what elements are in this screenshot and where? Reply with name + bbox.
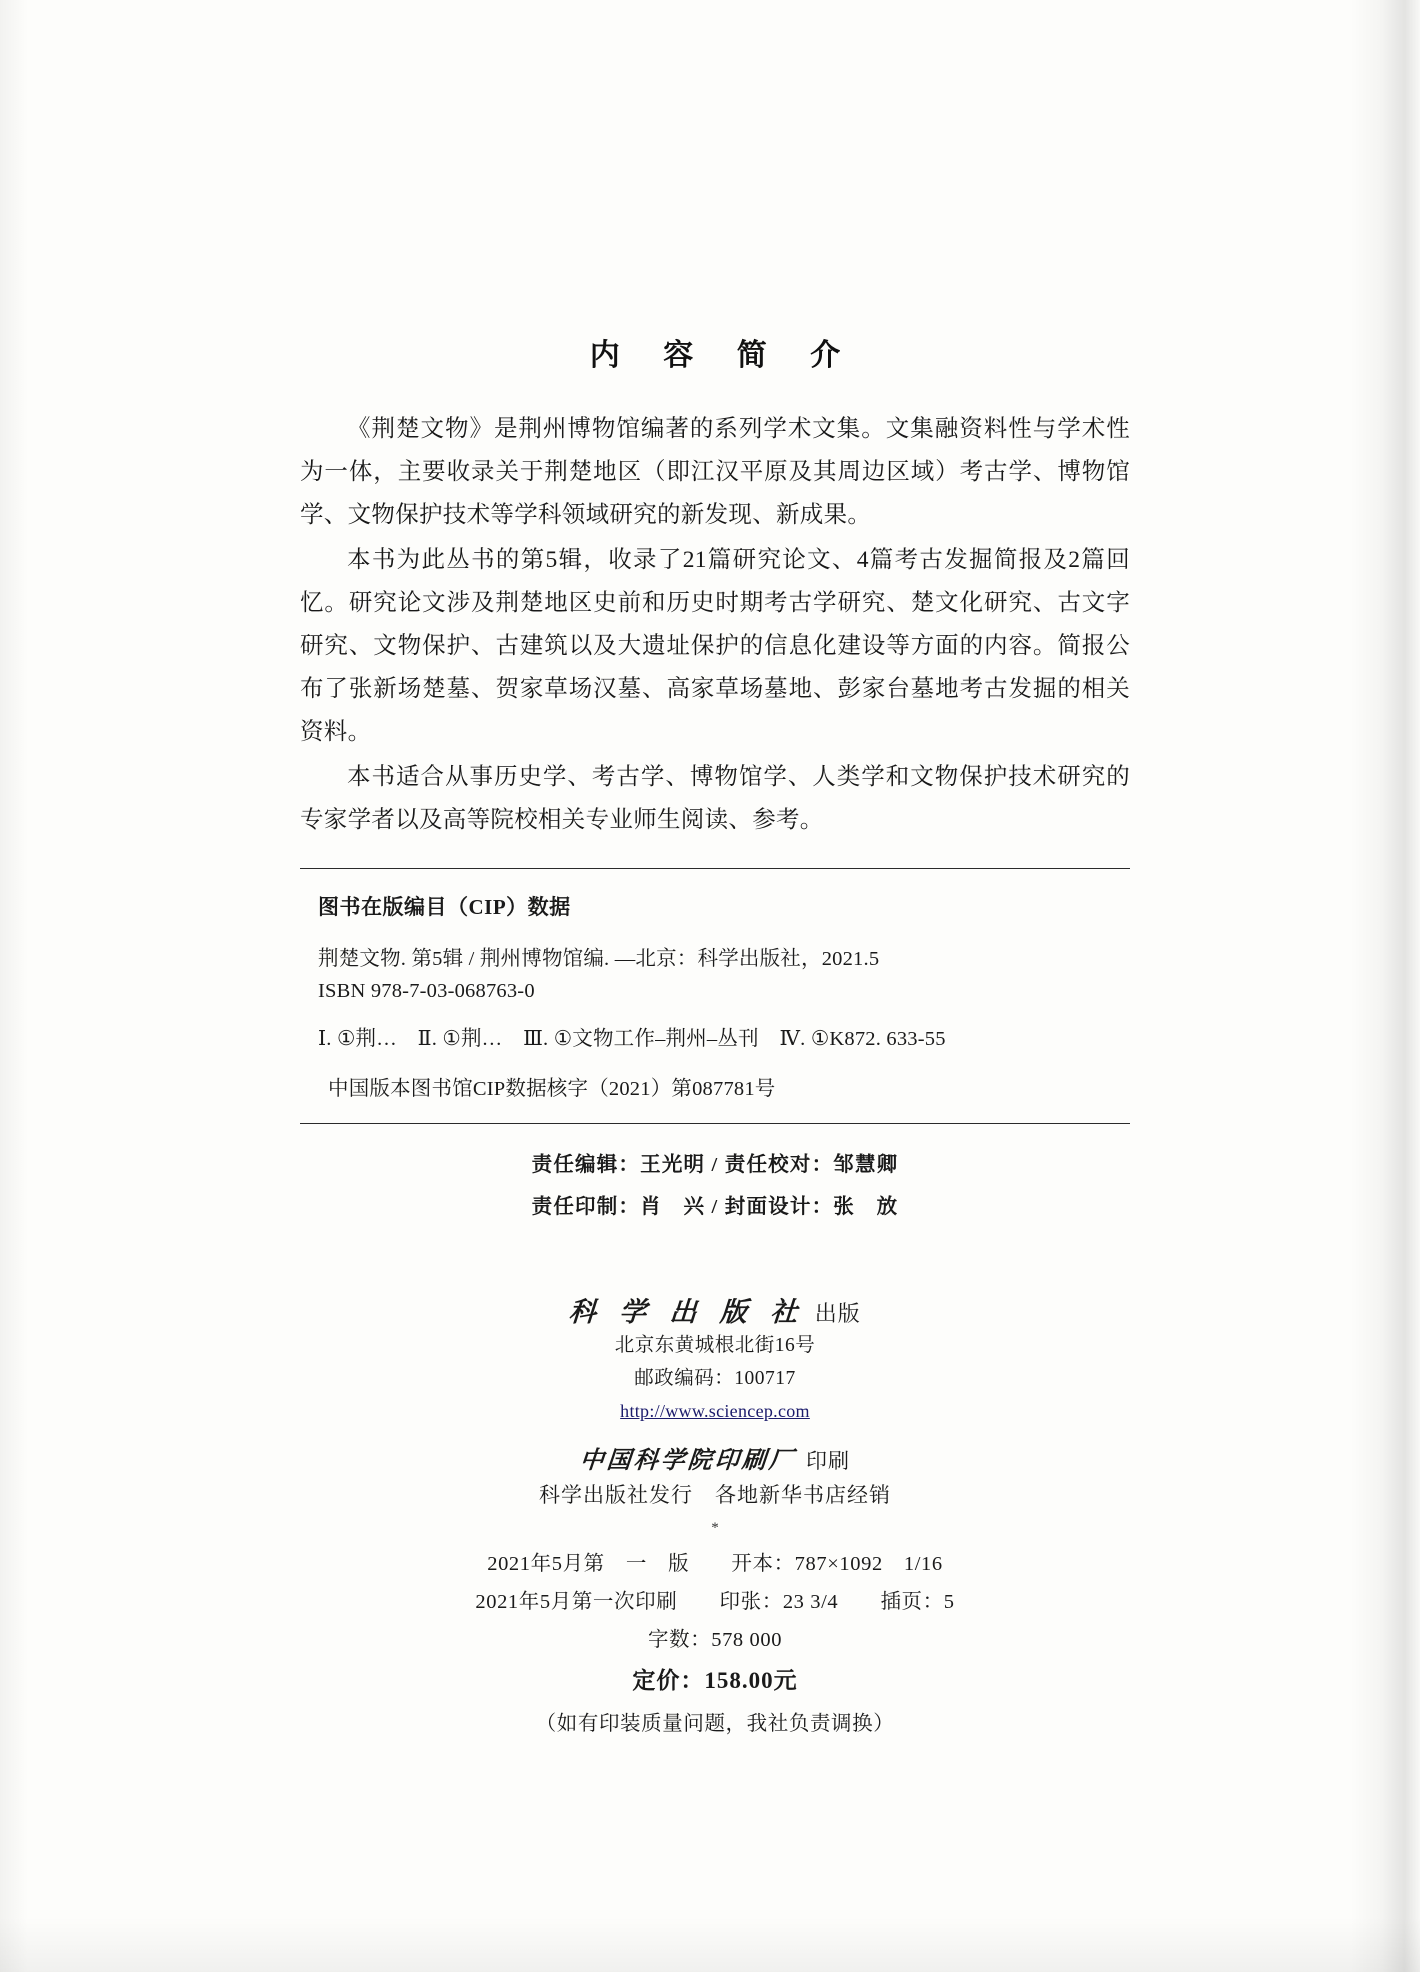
science-press-logo: 科 学 出 版 社 [567,1297,806,1328]
brief-paragraph-2: 本书为此丛书的第5辑，收录了21篇研究论文、4篇考古发掘简报及2篇回忆。研究论文涉及荆楚地区史前和历史时期考古学研究、楚文化研究、古文字研究、文物保护、古建筑以及大遗址保护的信息化建设等方面的内容。简报公布了张新场楚墓、贺家草场汉墓、高家草场墓地、彭家台墓地考古发掘的相关资料。 [300,547,1130,745]
printer-suffix: 印刷 [806,1449,850,1473]
publisher-logo-line [300,1290,1130,1329]
brief-paragraph-1: 《荆楚文物》是荆州博物馆编著的系列学术文集。文集融资料性与学术性为一体，主要收录关于荆楚地区（即江汉平原及其周边区域）考古学、博物馆学、文物保护技术等学科领域研究的新发现、新成果。 [300,416,1130,528]
cip-spacer [300,1007,1130,1023]
print-row-edition: 2021年5月第 一 版 开本：787×1092 1/16 [487,1553,943,1575]
cip-core-number: 中国版本图书馆CIP数据核字（2021）第087781号 [328,1078,776,1100]
separator-asterisk: * [711,1520,719,1536]
printer-line [300,1440,1130,1475]
cip-bottom-divider [300,1123,1130,1124]
printing-details [300,1545,1130,1745]
print-row-wordcount: 字数：578 000 [647,1629,783,1651]
quality-note: （如有印装质量问题，我社负责调换） [535,1713,895,1735]
cip-classification: Ⅰ. ①荆… Ⅱ. ①荆… Ⅲ. ①文物工作–荆州–丛刊 Ⅳ. ①K872. 633-55 [318,1028,946,1050]
price-row: 定价：158.00元 [632,1668,798,1693]
cip-title-line: 荆楚文物. 第5辑 / 荆州博物馆编. —北京：科学出版社，2021.5 [318,948,880,970]
brief-introduction-title: 内 容 简 介 [589,339,859,372]
cip-isbn: ISBN 978-7-03-068763-0 [318,980,535,1002]
publisher-suffix: 出版 [814,1301,861,1326]
printer-logo: 中国科学院印刷厂 [578,1445,798,1474]
publisher-postcode: 邮政编码：100717 [634,1368,796,1389]
staff-credits [300,1144,1130,1228]
brief-paragraph-3: 本书适合从事历史学、考古学、博物馆学、人类学和文物保护技术研究的专家学者以及高等院校相关专业师生阅读、参考。 [300,764,1130,833]
credit-line-printing: 责任印制：肖 兴 / 封面设计：张 放 [531,1196,899,1218]
print-row-impression: 2021年5月第一次印刷 印张：23 3/4 插页：5 [475,1591,955,1613]
brief-introduction-body [300,408,1130,842]
publisher-website-link[interactable]: http://www.sciencep.com [620,1401,810,1421]
credit-line-editor: 责任编辑：王光明 / 责任校对：邹慧卿 [531,1154,899,1176]
distribution-line: 科学出版社发行 各地新华书店经销 [539,1483,891,1507]
cip-data-block [300,869,1130,1105]
page-content [300,330,1130,1745]
scan-shadow-bottom [0,1917,1420,1972]
scan-shadow-left [0,0,28,1972]
scan-shadow-right [1350,0,1420,1972]
publisher-block [300,1290,1130,1541]
cip-heading: 图书在版编目（CIP）数据 [318,895,571,919]
publisher-address: 北京东黄城根北街16号 [614,1335,816,1356]
